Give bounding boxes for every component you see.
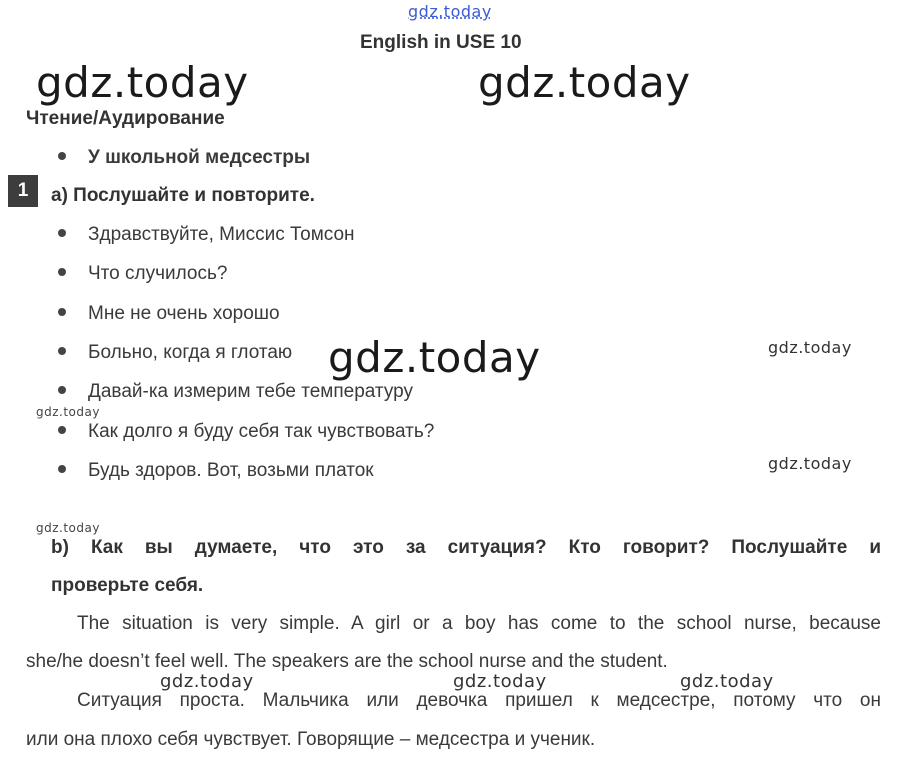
bullet-icon bbox=[58, 308, 66, 316]
phrase-text: Мне не очень хорошо bbox=[88, 303, 280, 324]
watermark-large-middle: gdz.today bbox=[328, 333, 541, 382]
phrase-text: Давай-ка измерим тебе температуру bbox=[88, 381, 413, 402]
list-item bbox=[58, 342, 292, 364]
watermark-large-left: gdz.today bbox=[36, 58, 249, 107]
watermark-small-right-1: gdz.today bbox=[768, 338, 852, 357]
bullet-icon bbox=[58, 268, 66, 276]
exercise-number-badge: 1 bbox=[8, 175, 38, 207]
list-item bbox=[58, 263, 227, 285]
answer-ru-line1: Ситуация проста. Мальчика или девочка пришел к медсестре, потому что он bbox=[77, 690, 881, 711]
answer-en-line1: The situation is very simple. A girl or a boy has come to the school nurse, because bbox=[77, 613, 881, 634]
bullet-icon bbox=[58, 426, 66, 434]
page-title: English in USE 10 bbox=[360, 32, 522, 53]
bullet-icon bbox=[58, 386, 66, 394]
watermark-bottom-mid: gdz.today bbox=[453, 671, 547, 692]
part-b-heading-line1: b) Как вы думаете, что это за ситуация? Кто говорит? Послушайте и bbox=[51, 537, 881, 558]
watermark-small-left-1: gdz.today bbox=[36, 405, 100, 419]
list-item bbox=[58, 381, 413, 403]
bullet-icon bbox=[58, 465, 66, 473]
phrase-text: Будь здоров. Вот, возьми платок bbox=[88, 460, 374, 481]
list-item bbox=[58, 460, 374, 482]
phrase-text: Как долго я буду себя так чувствовать? bbox=[88, 421, 435, 442]
watermark-bottom-right: gdz.today bbox=[680, 671, 774, 692]
answer-en-line2: she/he doesn’t feel well. The speakers are the school nurse and the student. bbox=[26, 651, 668, 672]
part-a-heading: a) Послушайте и повторите. bbox=[51, 185, 315, 206]
list-item bbox=[58, 421, 434, 443]
phrase-text: Больно, когда я глотаю bbox=[88, 342, 293, 363]
phrase-text: Здравствуйте, Миссис Томсон bbox=[88, 224, 355, 245]
watermark-small-left-2: gdz.today bbox=[36, 521, 100, 535]
phrase-text: Что случилось? bbox=[88, 263, 228, 284]
list-item bbox=[58, 224, 355, 246]
answer-ru-line2: или она плохо себя чувствует. Говорящие – медсестра и ученик. bbox=[26, 729, 596, 750]
part-b-heading-line2: проверьте себя. bbox=[51, 575, 204, 596]
list-item bbox=[58, 303, 280, 325]
bullet-icon bbox=[58, 347, 66, 355]
watermark-bottom-left: gdz.today bbox=[160, 671, 254, 692]
bullet-icon bbox=[58, 152, 66, 160]
watermark-large-right: gdz.today bbox=[478, 58, 691, 107]
topic-item bbox=[58, 147, 310, 169]
bullet-icon bbox=[58, 229, 66, 237]
section-heading: Чтение/Аудирование bbox=[26, 108, 225, 129]
watermark-top: gdz.today bbox=[408, 2, 492, 21]
topic-text: У школьной медсестры bbox=[88, 147, 311, 168]
watermark-small-right-2: gdz.today bbox=[768, 454, 852, 473]
